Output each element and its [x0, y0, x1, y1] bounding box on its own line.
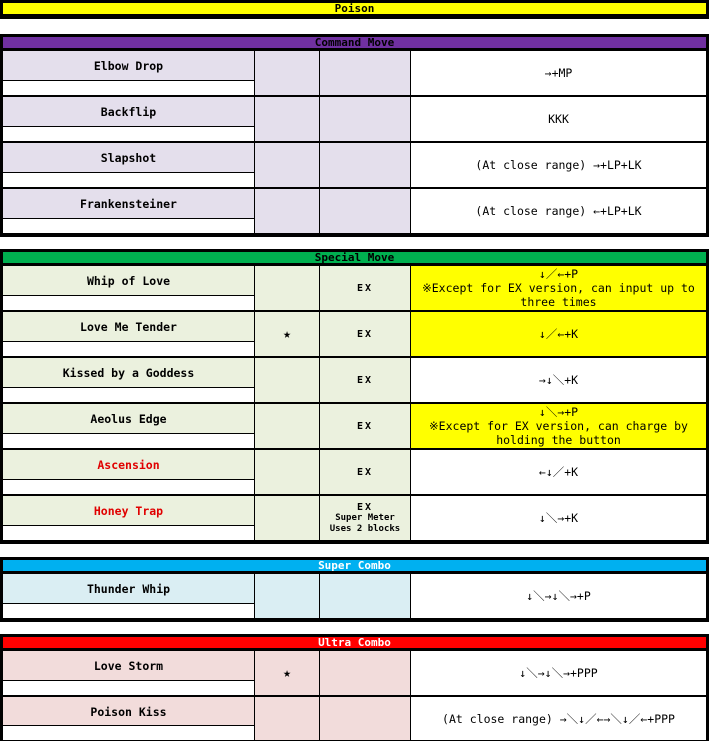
section-header: Command Move: [3, 37, 706, 48]
command-cell: [411, 189, 706, 233]
move-name: Thunder Whip: [3, 574, 254, 603]
command-cell: [411, 450, 706, 494]
command-cell: [411, 143, 706, 187]
command-cell: [411, 697, 706, 740]
ex-cell: [320, 143, 410, 187]
move-row: [0, 495, 709, 541]
move-name-subcell: [3, 681, 254, 695]
move-name-subcell: [3, 388, 254, 402]
move-name-subcell: [3, 127, 254, 141]
move-name: Poison Kiss: [3, 697, 254, 725]
move-name: Honey Trap: [3, 496, 254, 525]
command-input: ←↓／+K: [538, 465, 579, 479]
move-row: [0, 573, 709, 619]
move-name: Elbow Drop: [3, 51, 254, 80]
section-header: Ultra Combo: [3, 637, 706, 648]
move-row: [0, 696, 709, 741]
star-cell: [255, 404, 319, 448]
section-ultra: [0, 634, 709, 741]
ex-cell: [320, 51, 410, 95]
move-row: [0, 142, 709, 188]
star-cell: [255, 97, 319, 141]
move-row: [0, 96, 709, 142]
move-name-subcell: [3, 173, 254, 187]
command-input: ↓／←+K: [538, 327, 579, 341]
command-cell: [411, 651, 706, 695]
move-row: [0, 50, 709, 96]
star-cell: [255, 189, 319, 233]
command-input: ↓＼→+K: [538, 511, 579, 525]
ex-label: EX: [356, 466, 374, 478]
move-name-subcell: [3, 81, 254, 95]
command-cell: [411, 496, 706, 540]
star-cell: [255, 574, 319, 618]
command-input: (At close range) ←+LP+LK: [475, 204, 642, 218]
move-name: Love Me Tender: [3, 312, 254, 341]
section-command: [0, 34, 709, 237]
star-cell: [255, 697, 319, 740]
move-name: Kissed by a Goddess: [3, 358, 254, 387]
ex-label: EX: [356, 328, 374, 340]
move-name: Ascension: [3, 450, 254, 479]
star-cell: [255, 496, 319, 540]
command-cell: [411, 312, 706, 356]
move-name: Frankensteiner: [3, 189, 254, 218]
move-name-subcell: [3, 526, 254, 540]
move-row: [0, 650, 709, 696]
ex-cell: [320, 404, 410, 448]
star-cell: [255, 266, 319, 310]
command-cell: [411, 404, 706, 448]
ex-cell: [320, 97, 410, 141]
star-cell: [255, 51, 319, 95]
move-name: Love Storm: [3, 651, 254, 680]
command-input: ↓＼→↓＼→+P: [526, 589, 591, 603]
ex-label: EX: [356, 374, 374, 386]
ex-label: EX: [356, 282, 374, 294]
ex-cell: [320, 574, 410, 618]
section-header: Special Move: [3, 252, 706, 263]
move-name-subcell: [3, 480, 254, 494]
ex-cell: [320, 266, 410, 310]
command-cell: [411, 97, 706, 141]
ex-cell: [320, 697, 410, 740]
move-name-subcell: [3, 219, 254, 233]
section-header: Super Combo: [3, 560, 706, 571]
ex-cell: [320, 450, 410, 494]
star-cell: [255, 143, 319, 187]
move-row: [0, 265, 709, 311]
move-name-subcell: [3, 726, 254, 740]
ex-label: EX: [356, 420, 374, 432]
move-row: [0, 357, 709, 403]
command-note: ※Except for EX version, can charge by holding the button: [429, 419, 688, 447]
ex-cell: [320, 189, 410, 233]
command-input: ↓＼→↓＼→+PPP: [519, 666, 598, 680]
move-row: [0, 403, 709, 449]
move-row: [0, 188, 709, 234]
title-bar: [0, 0, 709, 19]
move-row: [0, 311, 709, 357]
ex-label: EX: [356, 501, 374, 513]
command-cell: [411, 574, 706, 618]
command-input: (At close range) →＼↓／←→＼↓／←+PPP: [442, 711, 675, 726]
page-title: Poison: [3, 3, 706, 14]
move-name-subcell: [3, 342, 254, 356]
ex-cell: [320, 496, 410, 540]
move-name: Whip of Love: [3, 266, 254, 295]
move-row: [0, 449, 709, 495]
ex-note-blocks: Uses 2 blocks: [329, 523, 401, 534]
move-name: Backflip: [3, 97, 254, 126]
move-name-subcell: [3, 604, 254, 618]
command-cell: [411, 358, 706, 402]
move-name: Slapshot: [3, 143, 254, 172]
ex-note-meter: Super Meter: [335, 512, 395, 523]
command-input: ↓＼→+P: [538, 405, 579, 419]
command-input: →↓＼+K: [538, 373, 579, 387]
move-name-subcell: [3, 296, 254, 310]
ex-cell: [320, 312, 410, 356]
star-cell: [255, 450, 319, 494]
ex-cell: [320, 358, 410, 402]
command-cell: [411, 51, 706, 95]
command-cell: [411, 266, 706, 310]
star-cell: ★: [255, 312, 319, 356]
section-super: [0, 557, 709, 622]
command-input: ↓／←+P: [538, 267, 579, 281]
star-cell: [255, 358, 319, 402]
command-input: (At close range) →+LP+LK: [475, 158, 642, 172]
move-name-subcell: [3, 434, 254, 448]
ex-cell: [320, 651, 410, 695]
star-cell: ★: [255, 651, 319, 695]
command-input: KKK: [548, 112, 569, 126]
section-special: [0, 249, 709, 544]
command-note: ※Except for EX version, can input up to three times: [422, 281, 695, 309]
command-input: →+MP: [544, 66, 573, 80]
move-name: Aeolus Edge: [3, 404, 254, 433]
